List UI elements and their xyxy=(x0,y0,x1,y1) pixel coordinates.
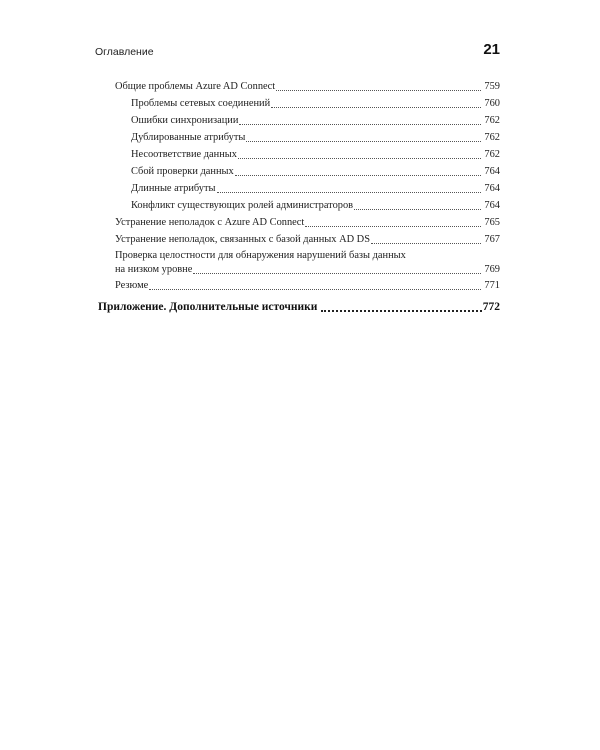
toc-entry-label: Дублированные атрибуты xyxy=(131,132,246,143)
toc-entry-page: 771 xyxy=(484,280,500,291)
toc-entry[interactable] xyxy=(131,165,500,179)
toc-entry-label-line1: Проверка целостности для обнаружения нарушений базы данных xyxy=(115,250,406,261)
toc-entry-page: 762 xyxy=(484,132,500,143)
leader-dots xyxy=(238,158,481,159)
toc-entry[interactable] xyxy=(115,216,500,230)
toc-entry-page: 762 xyxy=(484,149,500,160)
toc-entry-label: Сбой проверки данных xyxy=(131,166,234,177)
leader-dots xyxy=(217,192,481,193)
leader-dots xyxy=(149,289,481,290)
toc-entry-label: Устранение неполадок, связанных с базой данных AD DS xyxy=(115,234,370,245)
leader-dots xyxy=(321,310,481,312)
leader-dots xyxy=(371,243,481,244)
leader-dots xyxy=(305,226,481,227)
toc-entry-label: Устранение неполадок с Azure AD Connect xyxy=(115,217,305,228)
toc-entry-page: 765 xyxy=(484,217,500,228)
toc-entry-page: 767 xyxy=(484,234,500,245)
toc-entry-label: Ошибки синхронизации xyxy=(131,115,239,126)
leader-dots xyxy=(193,273,481,274)
leader-dots xyxy=(354,209,481,210)
leader-dots xyxy=(239,124,481,125)
toc-entry-label: Длинные атрибуты xyxy=(131,183,216,194)
toc-entry-page: 764 xyxy=(484,200,500,211)
running-header-title: Оглавление xyxy=(95,46,154,58)
leader-dots xyxy=(276,90,481,91)
toc-entry-multiline[interactable] xyxy=(115,249,500,277)
toc-entry[interactable] xyxy=(131,114,500,128)
toc-appendix-entry[interactable] xyxy=(98,299,500,315)
toc-entry-label: Общие проблемы Azure AD Connect xyxy=(115,81,276,92)
toc-entry[interactable] xyxy=(131,131,500,145)
toc-entry-page: 764 xyxy=(484,183,500,194)
appendix-page: 772 xyxy=(482,301,500,313)
toc-entry-label-line2: на низком уровне xyxy=(115,264,193,275)
toc-entry-page: 769 xyxy=(484,264,500,275)
toc-entry-page: 759 xyxy=(484,81,500,92)
toc-entry[interactable] xyxy=(131,182,500,196)
toc-entry[interactable] xyxy=(115,233,500,247)
toc-entry-page: 762 xyxy=(484,115,500,126)
toc-entry-summary[interactable] xyxy=(115,279,500,293)
toc-entry-label: Конфликт существующих ролей администраторов xyxy=(131,200,354,211)
toc-entry[interactable] xyxy=(131,97,500,111)
toc-entry-label: Несоответствие данных xyxy=(131,149,237,160)
toc-entry[interactable] xyxy=(115,80,500,94)
appendix-label: Приложение. Дополнительные источники xyxy=(98,301,318,313)
toc-entry-label: Проблемы сетевых соединений xyxy=(131,98,271,109)
page-number: 21 xyxy=(483,41,500,58)
toc-entry-label: Резюме xyxy=(115,280,149,291)
leader-dots xyxy=(246,141,481,142)
toc-entry[interactable] xyxy=(131,199,500,213)
toc-entry-page: 760 xyxy=(484,98,500,109)
leader-dots xyxy=(271,107,481,108)
toc-entry-page: 764 xyxy=(484,166,500,177)
leader-dots xyxy=(235,175,481,176)
toc-entry[interactable] xyxy=(131,148,500,162)
